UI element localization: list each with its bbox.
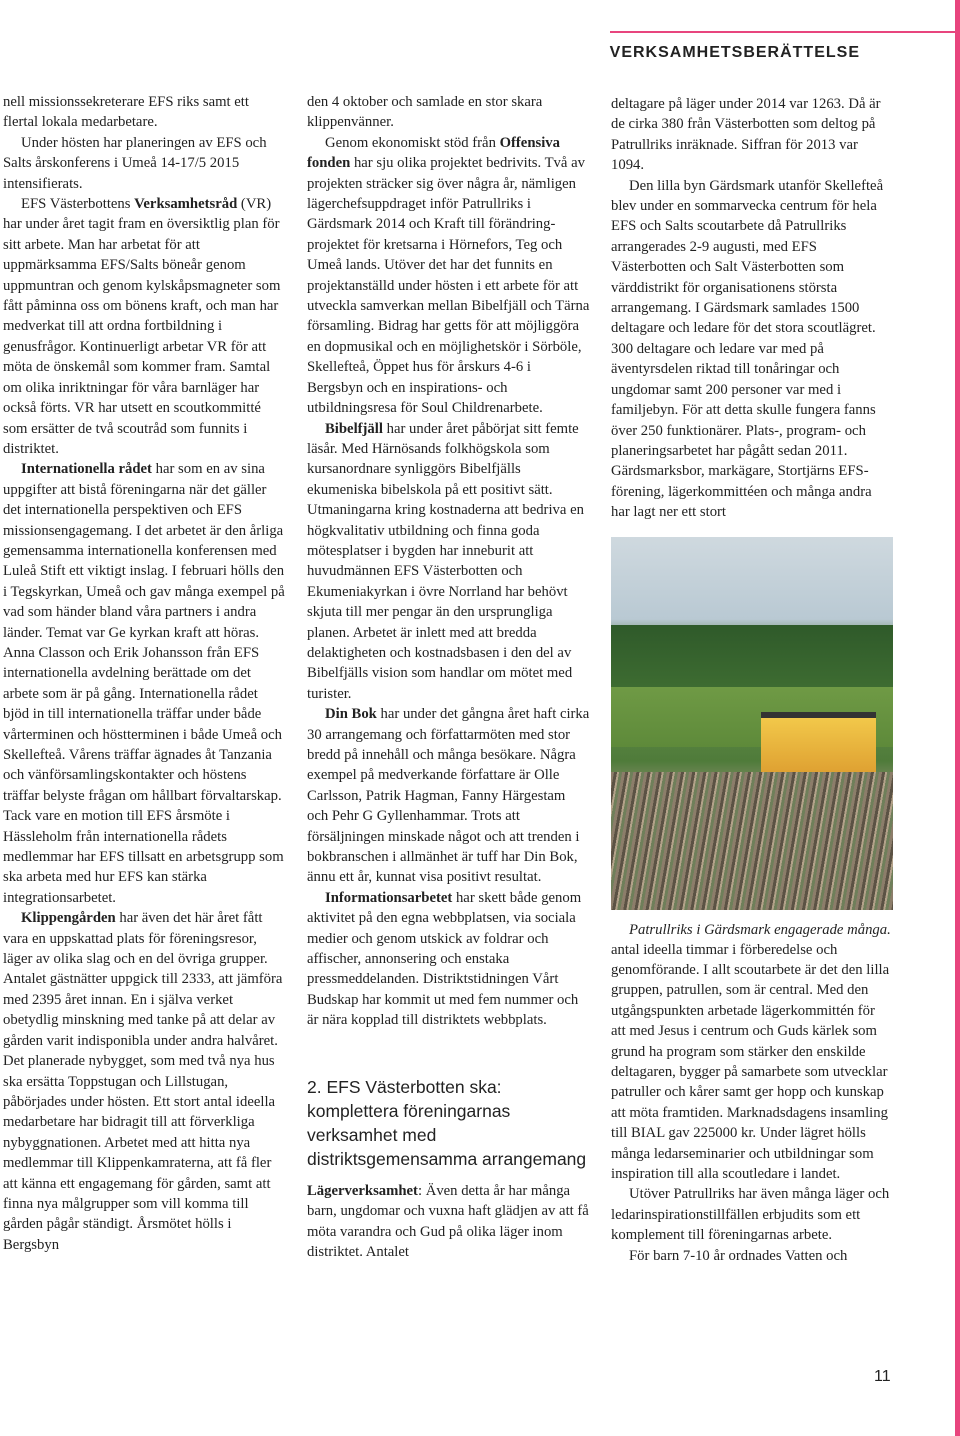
crowd-shape [611,772,893,910]
paragraph [307,888,590,1031]
text-run: den 4 oktober och samlade en stor skara klippenvänner. [307,94,543,131]
paragraph [307,133,590,419]
text-column-3-body-after-photo [611,940,893,1267]
paragraph [307,1181,590,1263]
scout-camp-photo [611,537,893,910]
bold-term: Bibelfjäll [325,420,383,437]
text-run: Utöver Patrullriks har även många läger och ledarinspirationstillfällen erbjudits som ett komplement till föreningarnas arbete. [611,1186,890,1244]
bold-term: Klippengården [21,910,116,927]
bold-term: Offensiva fonden [307,134,560,172]
paragraph [611,94,893,176]
section-heading: 2. EFS Västerbotten ska: komplettera föreningarnas verksamhet med distriktsgemensamma arrangemang [307,1076,587,1169]
paragraph [611,176,893,523]
text-run: deltagare på läger under 2014 var 1263. Då är de cirka 380 från Västerbotten som deltog på Patrullriks inräknade. Siffran för 2013 var 1094. [611,96,881,174]
text-column-2-body-after-heading [307,1181,590,1263]
text-run: har skett både genom aktivitet på den egna webbplatsen, via sociala medier och genom utskick av foldrar och affischer, annonsering och enstaka pressmeddelanden. Distriktstidningen Vårt Budskap har kommit ut med fem nummer och är nära kopplad till distriktets webbplats. [307,889,582,1029]
text-run: har sju olika projektet bedrivits. Två av projekten sträcker sig över några år, nämligen lägerchefsuppdraget inför Patrullriks i Gärdsmark 2014 och Kraft till förändring-projektet för kretsarna i Hörnefors, Teg och Umeå lands. Utöver det har det funnits en projektanställd under hösten i ett arbete för att utveckla samverkan mellan Bibelfjäll och Tärna församling. Bidrag har getts för att möjliggöra en dopmusikal och en möjlighetskör i Sörböle, Skellefteå, Öppet hus för årskurs 4-6 i Bergsbyn och en inspirations- och utbildningsresa för Soul Childrenarbete. [307,155,590,417]
paragraph [611,940,893,1185]
photo-caption: Patrullriks i Gärdsmark engagerade många. [629,921,891,938]
text-run: har som en av sina uppgifter att bistå föreningarna när det gäller det internationella perspektiven och EFS missionsengagemang. I det arbetet är den årliga gemensamma internationella konferensen med Luleå Stift ett viktigt inslag. I februari hölls den i Tegskyrkan, Umeå och gav många exempel på vad som händer bland våra partners i andra länder. Temat var Ge kyrkan kraft att höras. Anna Classon och Erik Johansson från EFS internationella avdelning berättade om det arbete som är på gång. Internationella rådet bjöd in till internationella träffar under både vårterminen och höstterminen i både Umeå och Skellefteå. Vårens träffar ägnades åt Tanzania och vänförsamlingskontakter och höstens träffar belyste frågan om hållbart förvaltarskap. Tack vare en motion till EFS årsmöte i Hässleholm från internationella rådets medlemmar har EFS tillsatt en arbetsgrupp som ska arbeta med hur EFS kan stärka integrationsarbetet. [3,461,285,906]
page-edge-accent [955,0,960,1436]
paragraph [3,194,285,459]
header-rule [610,31,960,33]
text-column-3-body [611,94,893,523]
text-run: Under hösten har planeringen av EFS och Salts årskonferens i Umeå 14-17/5 2015 intensifierats. [3,134,267,192]
text-run: nell missionssekreterare EFS riks samt ett flertal lokala medarbetare. [3,94,249,131]
text-run: har även det här året fått vara en uppskattad plats för föreningsresor, läger av olika slag och en del övriga grupper. Antalet gästnätter uppgick till 2333, att jämföra med 2395 året innan. En i själva verket obetydlig minskning med tanke på att delar av gården varit indisponibla under andra halvåret. Det planerade nybygget, som med två nya hus ska ersätta Toppstugan och Lillstugan, påbörjades under hösten. Ett stort antal ideella medarbetare har bidragit till att förverkliga nybyggnationen. Arbetet med att hitta nya medlemmar till Klippenkamraterna, att få fler att känna ett engagemang för gården, samt att finna nya målgrupper som vill komma till gården pågår ständigt. Årsmötet hölls i Bergsbyn [3,910,283,1253]
paragraph [3,133,285,194]
text-column-2-body [307,92,590,1031]
text-column-1 [3,92,285,1255]
bold-term: Lägerverksamhet [307,1182,418,1199]
text-run: Genom ekonomiskt stöd från [325,134,500,151]
text-run: Den lilla byn Gärdsmark utanför Skellefteå blev under en sommarvecka centrum för hela EFS och Salts scoutarbete då Patrullriks arrangerades 2-9 augusti, med EFS Västerbotten och Salt Västerbotten som värddistrikt för organisationens största arrangemang. I Gärdsmark samlades 1500 deltagare och ledare för det stora scoutlägret. 300 deltagare och ledare var med på äventyrsdelen riktad till tonåringar och ungdomar samt 200 personer var med i familjebyn. För att detta skulle fungera fanns över 250 funktionärer. Plats-, program- och planeringsarbetet har pågått sedan 2011. Gärdsmarksbor, markägare, Stortjärns EFS-förening, lägerkommittéen och många andra har lagt ner ett stort [611,177,884,521]
bold-term: Internationella rådet [21,461,152,478]
text-run: : Även detta år har många barn, ungdomar och vuxna haft glädjen av att få möta varandra och Gud på olika läger inom distriktet. Antalet [307,1182,589,1260]
text-run: antal ideella timmar i förberedelse och genomförande. I allt scoutarbete är det den lilla gruppen, patrullen, som är central. Med den utgångspunkten arbetade lägerkommittén för att med Jesus i centrum och Guds kärlek som grund ha program som stärker den enskilde deltagaren, bygger på samarbete som utvecklar patruller och kårer samt ger hopp och kunskap att möta framtiden. Marknadsdagens insamling till BIAL gav 225000 kr. Under lägret hölls många ledarseminarier och utbildningar som inspiration till alla scoutledare i landet. [611,941,890,1182]
paragraph [3,908,285,1255]
bold-term: Verksamhetsråd [134,196,238,213]
text-column-3 [611,94,893,1266]
text-run: har under det gångna året haft cirka 30 arrangemang och författarmöten med stor bredd på innehåll och många besökare. Några exempel på medverkande författare är Olle Carlsson, Patrik Hagman, Fanny Härgestam och Pehr G Gyllenhammar. Trots att försäljningen minskade något och att trenden i bokbranschen i allmänhet är tuff har Din Bok, ännu ett år, kunnat visa positivt resultat. [307,706,590,886]
bold-term: Din Bok [325,706,377,723]
page-number: 11 [874,1368,891,1385]
text-run: (VR) har under året tagit fram en översiktlig plan för sitt arbete. Man har arbetat för att uppmärksamma EFS/Salts böneår genom uppmuntran och genom kylskåpsmagneter som fått påminna oss om bönens kraft, och man har medverkat till att ordna fortbildning i genusfrågor. Kontinuerligt arbetar VR för att möta de önskemål som kommer fram. Samtal om olika inriktningar för våra barnläger har också förts. VR har utsett en scoutkommitté som ersätter de två scoutråd som funnits i distriktet. [3,196,281,457]
paragraph [3,92,285,133]
paragraph [307,419,590,705]
section-title: VERKSAMHETSBERÄTTELSE [609,44,860,61]
paragraph [307,92,590,133]
text-column-2 [307,92,590,1262]
text-run: har under året påbörjat sitt femte läsår. Med Härnösands folkhögskola som kursanordnare synliggörs Bibelfjälls ekumeniska bibelskola på ett positivt sätt. Utmaningarna kring kostnaderna att bedriva en högkvalitativ utbildning och finna goda mötesplatser i bygden har inneburit att huvudmännen EFS Västerbotten och Ekumeniakyrkan i övre Norrland har behövt skjuta till mer pengar än den ursprungliga planen. Arbetet är inlett med att bredda delaktigheten och kostnadsbasen i den del av Bibelfjälls vision som handlar om mötet med turister. [307,420,584,702]
paragraph [3,459,285,908]
paragraph [611,1246,893,1266]
bold-term: Informationsarbetet [325,889,453,906]
paragraph [611,1184,893,1245]
text-run: EFS Västerbottens [21,196,135,213]
paragraph [307,704,590,888]
text-run: För barn 7-10 år ordnades Vatten och [629,1247,848,1264]
